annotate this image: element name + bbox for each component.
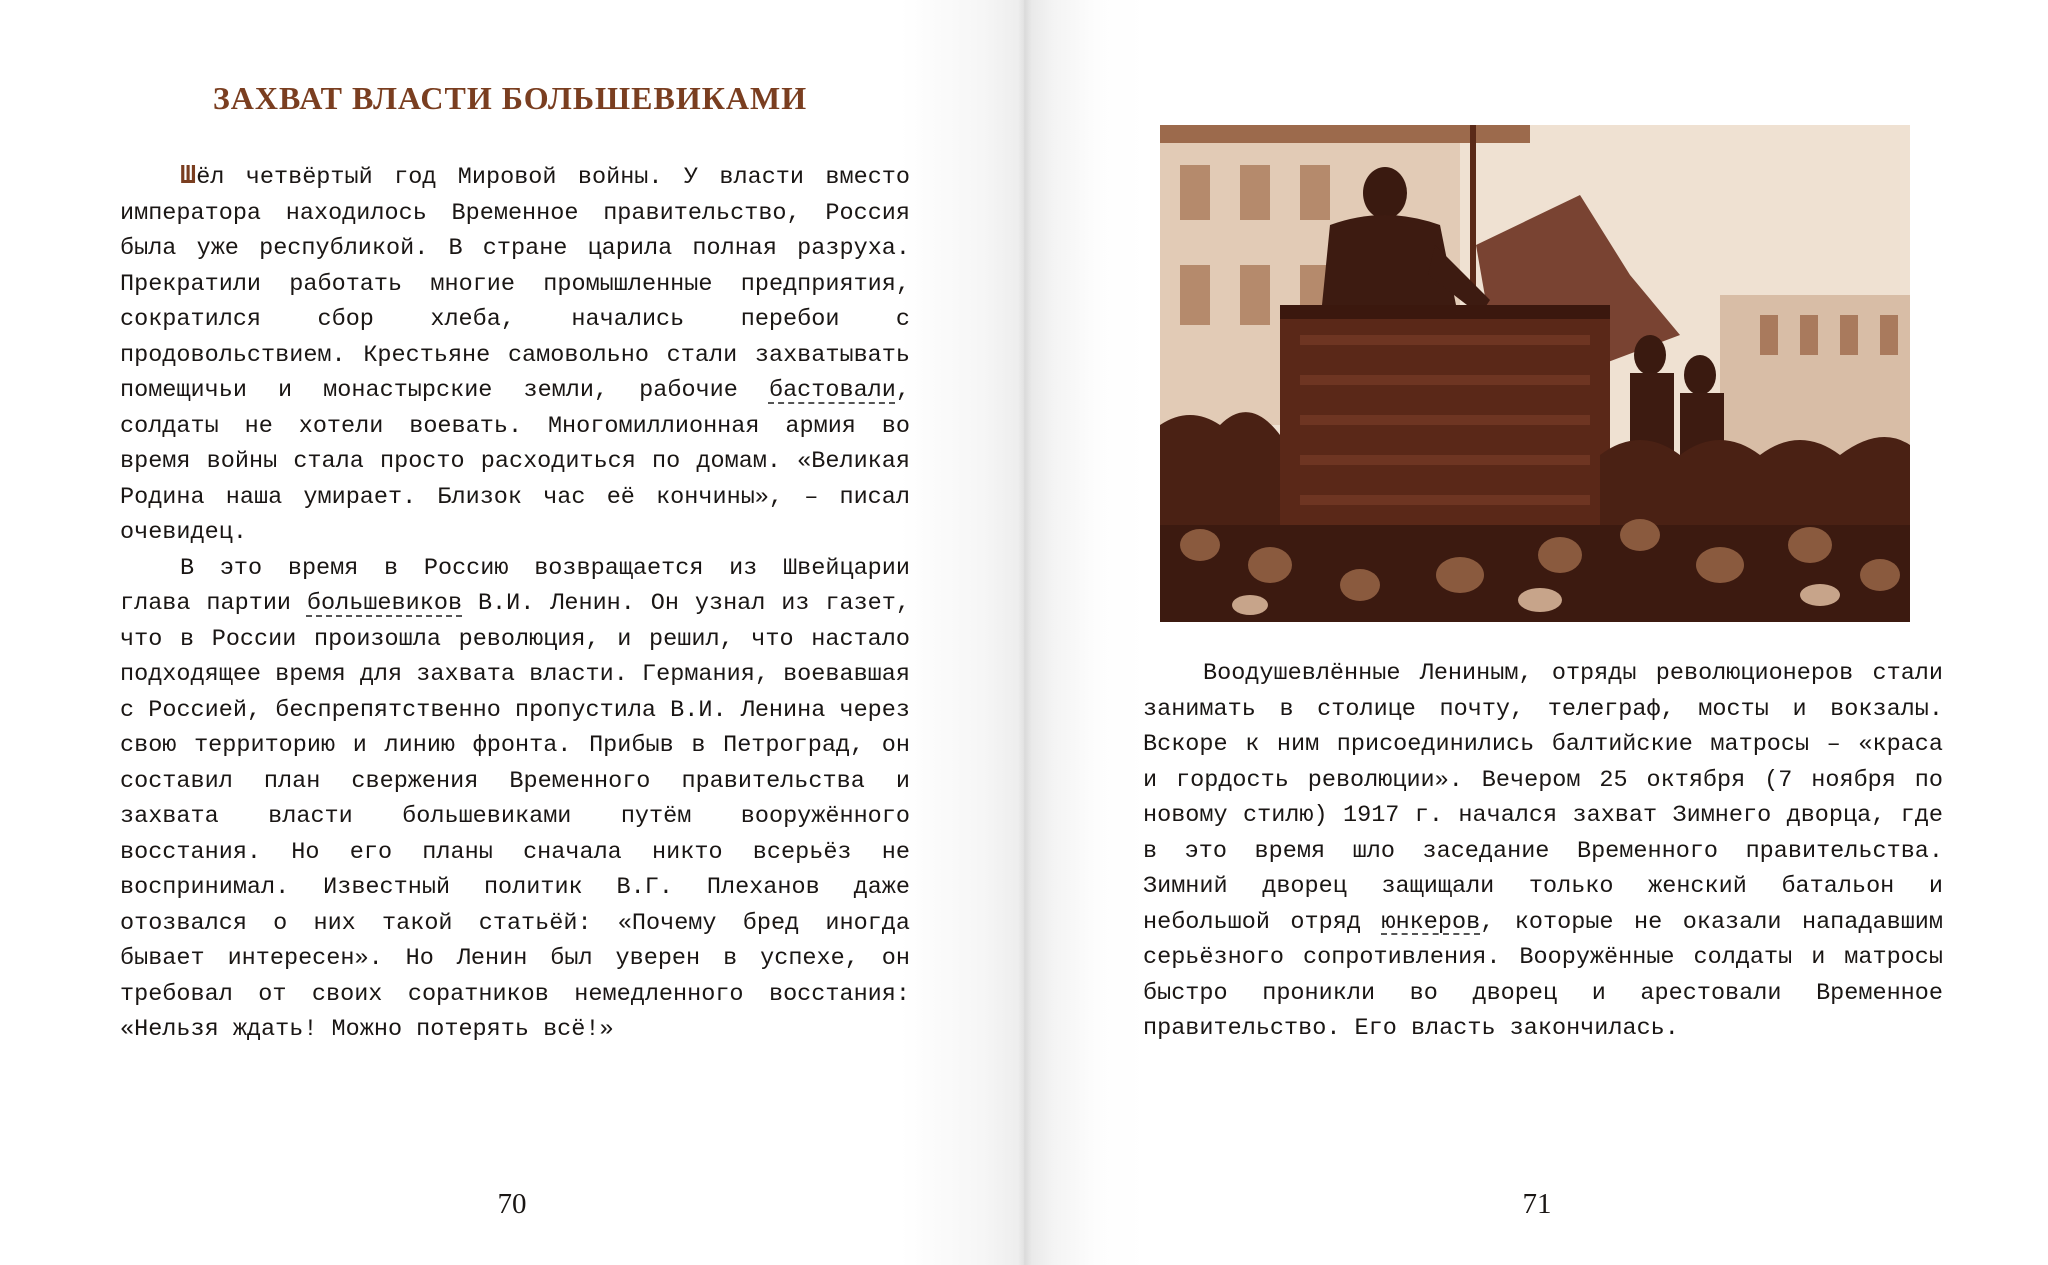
historical-photo (1160, 125, 1910, 622)
paragraph-3 (1143, 656, 1943, 1047)
dropcap-letter: Ш (180, 162, 197, 192)
paragraph-3-text-a: Воодушевлённые Лениным, отряды революционеров стали занимать в столице почту, телеграф, мосты и вокзалы. Вскоре к ним присоединились балтийские матросы – «краса и гордость революции». Вечером 25 октября (7 ноября по новому стилю) 1917 г. начался захват Зимнего дворца, где в это время шло заседание Временного правительства. Зимний дворец защищали только женский батальон и небольшой отряд (1143, 660, 1943, 936)
page-number-right: 71 (1522, 1188, 1552, 1220)
book-gutter (1018, 0, 1032, 1265)
right-page-text (1143, 656, 1943, 1047)
page-number-left: 70 (497, 1188, 527, 1220)
paragraph-1-text-a: ёл четвёртый год Мировой войны. У власти вместо императора находилось Временное правительство, Россия была уже республикой. В стране царила полная разруха. Прекратили работать многие промышленные предприятия, сократился сбор хлеба, начались перебои с продовольствием. Крестьяне самовольно стали захватывать помещичьи и монастырские земли, рабочие (120, 164, 910, 404)
glossary-term-bastovali: бастовали (768, 377, 896, 404)
paragraph-1-text-b: , солдаты не хотели воевать. Многомиллионная армия во время войны стала просто расходиться по домам. «Великая Родина наша умирает. Близок час её кончины», – писал очевидец. (120, 377, 910, 546)
paragraph-2-text-a: В это время в Россию возвращается из Швейцарии глава партии (120, 554, 910, 617)
glossary-term-yunkerov: юнкеров (1381, 908, 1481, 936)
paragraph-3-text-b: , которые не оказали нападавшим серьёзного сопротивления. Вооружённые солдаты и матросы быстро проникли во дворец и арестовали Временное правительство. Его власть закончилась. (1143, 908, 1944, 1042)
glossary-term-bolshevikov: большевиков (306, 590, 463, 617)
paragraph-1 (120, 160, 910, 551)
left-page-text (120, 160, 910, 1048)
photo-illustration (1160, 125, 1910, 622)
paragraph-2-text-b: В.И. Ленин. Он узнал из газет, что в России произошла революция, и решил, что настало подходящее время для захвата власти. Германия, воевавшая с Россией, беспрепятственно пропустила В.И. Ленина через свою территорию и линию фронта. Прибыв в Петроград, он составил план свержения Временного правительства и захвата власти большевиками путём вооружённого восстания. Но его планы сначала никто всерьёз не воспринимал. Известный политик В.Г. Плеханов даже отозвался о них такой статьёй: «Почему бред иногда бывает интересен». Но Ленин был уверен в успехе, он требовал от своих соратников немедленного восстания: «Нельзя ждать! Можно потерять всё!» (120, 590, 910, 1043)
chapter-title: ЗАХВАТ ВЛАСТИ БОЛЬШЕВИКАМИ (212, 80, 808, 116)
paragraph-2 (120, 551, 910, 1048)
